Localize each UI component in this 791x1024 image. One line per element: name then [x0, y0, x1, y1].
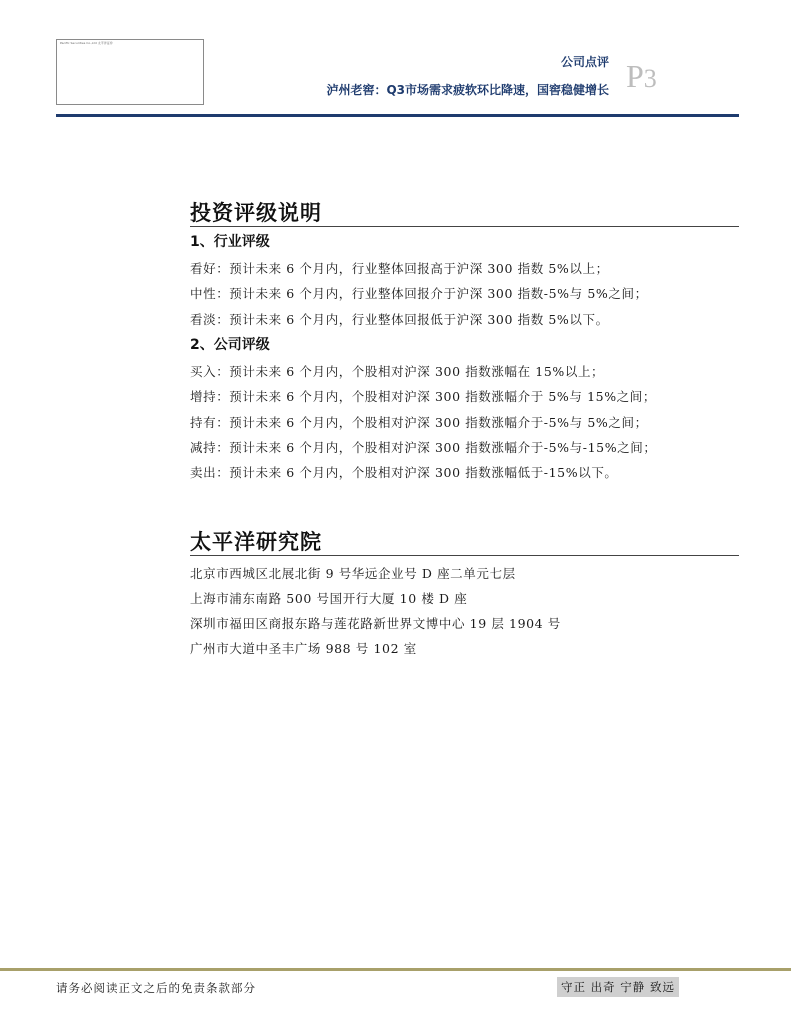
- address-line: 上海市浦东南路 500 号国开行大厦 10 楼 D 座: [190, 591, 468, 606]
- company-rating-line: 减持：预计未来 6 个月内，个股相对沪深 300 指数涨幅介于-5%与-15%之间；: [190, 440, 657, 455]
- company-rating-line: 买入：预计未来 6 个月内，个股相对沪深 300 指数涨幅在 15%以上；: [190, 364, 605, 379]
- footer-motto: 守正 出奇 宁静 致远: [557, 977, 679, 997]
- footer-divider: [0, 968, 791, 971]
- document-title: 泸州老窖：Q3市场需求疲软环比降速，国窖稳健增长: [326, 83, 609, 97]
- rating-section-divider: [190, 226, 739, 227]
- company-rating-line: 卖出：预计未来 6 个月内，个股相对沪深 300 指数涨幅低于-15%以下。: [190, 465, 618, 480]
- address-line: 广州市大道中圣丰广场 988 号 102 室: [190, 641, 417, 656]
- page-letter: P: [626, 58, 644, 94]
- industry-rating-line: 看好：预计未来 6 个月内，行业整体回报高于沪深 300 指数 5%以上；: [190, 261, 609, 276]
- company-rating-line: 增持：预计未来 6 个月内，个股相对沪深 300 指数涨幅介于 5%与 15%之间；: [190, 389, 656, 404]
- institute-section-title: 太平洋研究院: [190, 530, 322, 554]
- address-line: 北京市西城区北展北街 9 号华远企业号 D 座二单元七层: [190, 566, 516, 581]
- logo-small-text: Pacific Securities Co.,Ltd 太平洋证券: [60, 41, 113, 45]
- footer-disclaimer: 请务必阅读正文之后的免责条款部分: [56, 981, 256, 995]
- industry-rating-line: 看淡：预计未来 6 个月内，行业整体回报低于沪深 300 指数 5%以下。: [190, 312, 609, 327]
- header-divider: [56, 114, 739, 117]
- logo-box: [56, 39, 204, 105]
- rating-section-title: 投资评级说明: [190, 201, 322, 225]
- page-number: [626, 60, 657, 92]
- industry-rating-line: 中性：预计未来 6 个月内，行业整体回报介于沪深 300 指数-5%与 5%之间；: [190, 286, 648, 301]
- company-rating-heading: 2、公司评级: [190, 337, 270, 353]
- industry-rating-heading: 1、行业评级: [190, 234, 270, 250]
- document-type: 公司点评: [560, 55, 609, 69]
- page-digit: 3: [643, 64, 657, 93]
- institute-section-divider: [190, 555, 739, 556]
- address-line: 深圳市福田区商报东路与莲花路新世界文博中心 19 层 1904 号: [190, 616, 561, 631]
- company-rating-line: 持有：预计未来 6 个月内，个股相对沪深 300 指数涨幅介于-5%与 5%之间；: [190, 415, 648, 430]
